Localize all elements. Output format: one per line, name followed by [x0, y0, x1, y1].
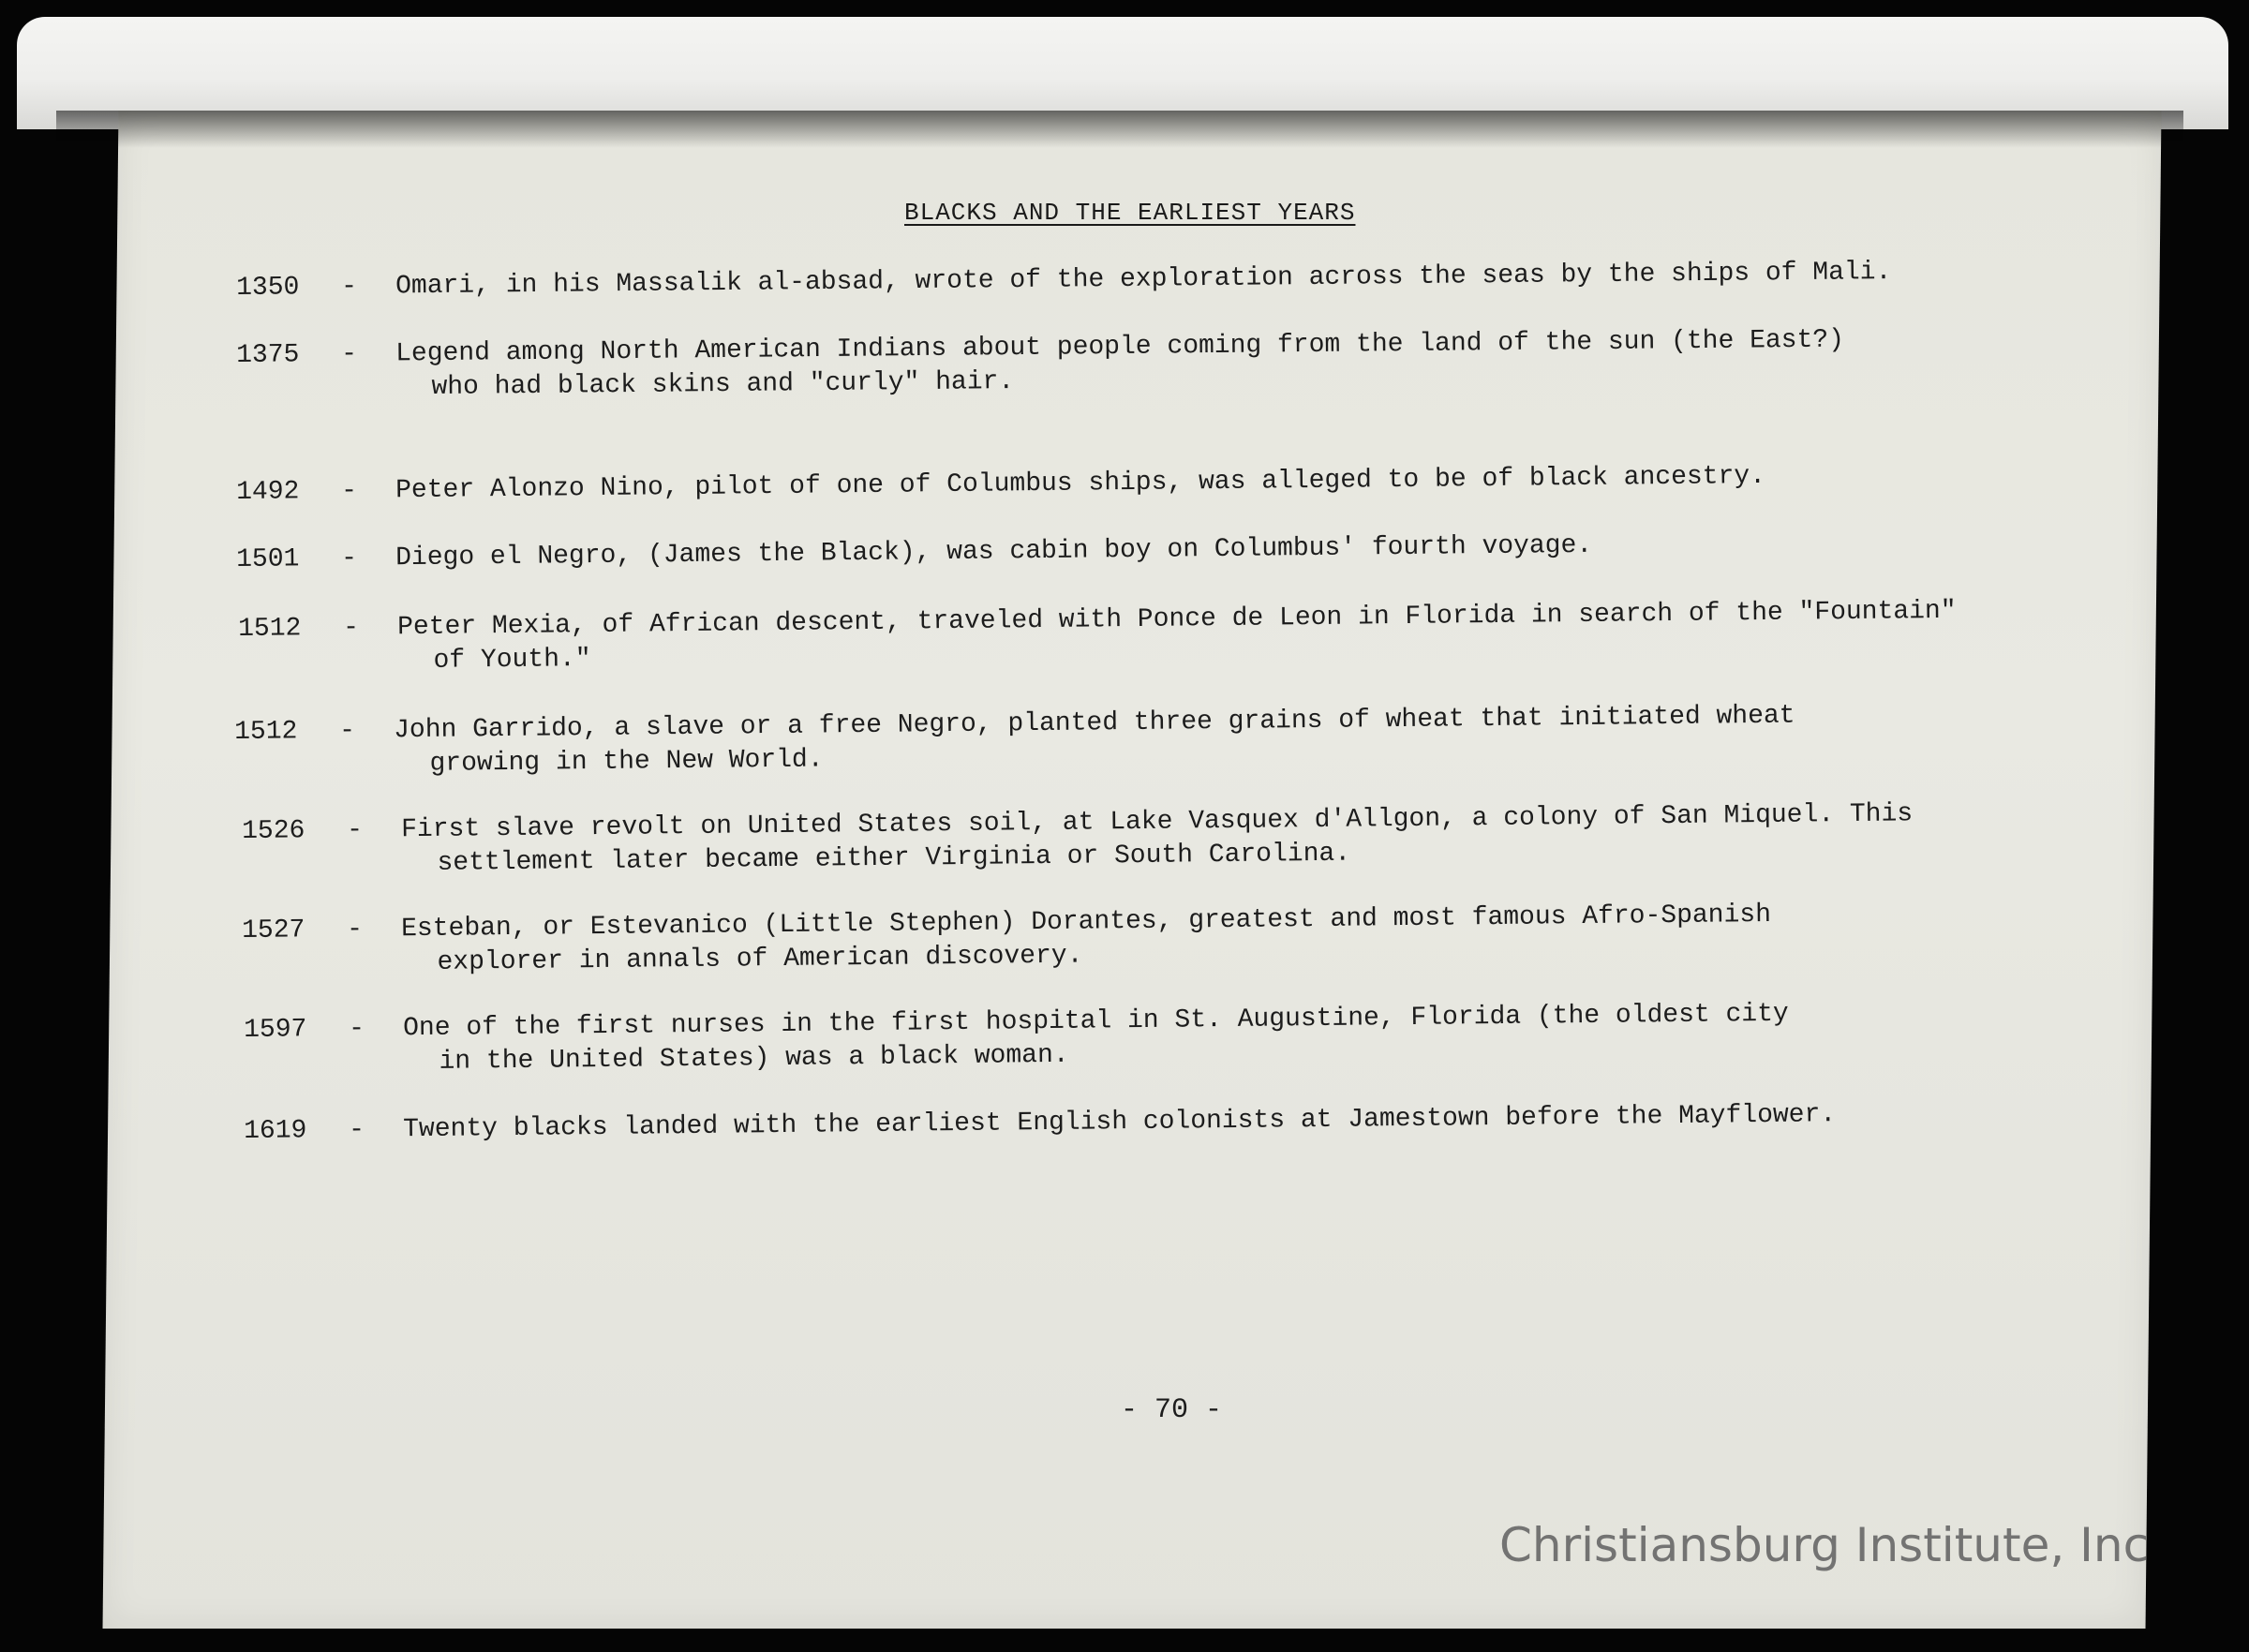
- entry-continuation: who had black skins and "curly" hair.: [431, 367, 1015, 403]
- entry-year: 1350: [236, 273, 300, 303]
- entry-year: 1527: [242, 915, 305, 945]
- entry-year: 1375: [236, 340, 300, 370]
- entry-dash: -: [349, 1115, 365, 1145]
- entry-dash: -: [341, 543, 358, 573]
- entry-text: Peter Mexia, of African descent, traveled with Ponce de Leon in Florida in search of the "Fountain": [397, 596, 1957, 643]
- entry-dash: -: [341, 339, 358, 369]
- entry-text: First slave revolt on United States soil, at Lake Vasquex d'Allgon, a colony of San Miquel. This: [401, 799, 1914, 845]
- entry-text: Esteban, or Estevanico (Little Stephen) Dorantes, greatest and most famous Afro-Spanish: [401, 900, 1772, 945]
- entry-continuation: in the United States) was a black woman.: [439, 1040, 1069, 1077]
- entry-dash: -: [343, 613, 360, 643]
- entry-dash: -: [341, 272, 358, 302]
- entry-year: 1619: [244, 1116, 307, 1146]
- document-title: BLACKS AND THE EARLIEST YEARS: [904, 199, 1356, 227]
- watermark: Christiansburg Institute, Inc: [1499, 1518, 2150, 1572]
- entry-dash: -: [349, 1014, 365, 1044]
- entry-text: John Garrido, a slave or a free Negro, planted three grains of wheat that initiated wheat: [394, 701, 1795, 746]
- entry-year: 1512: [238, 614, 302, 644]
- entry-dash: -: [347, 815, 364, 845]
- entry-year: 1526: [242, 816, 305, 846]
- entry-text: One of the first nurses in the first hospital in St. Augustine, Florida (the oldest city: [403, 999, 1789, 1044]
- entry-dash: -: [347, 915, 364, 945]
- entry-year: 1492: [236, 477, 300, 507]
- entry-dash: -: [339, 716, 356, 746]
- entry-year: 1597: [244, 1015, 307, 1045]
- page-number: - 70 -: [1121, 1394, 1223, 1426]
- entry-year: 1501: [236, 544, 300, 574]
- entry-text: Peter Alonzo Nino, pilot of one of Columbus ships, was alleged to be of black ancestry.: [395, 461, 1766, 506]
- entry-text: Twenty blacks landed with the earliest English colonists at Jamestown before the Mayflower.: [403, 1100, 1837, 1145]
- entry-dash: -: [341, 476, 358, 506]
- entry-text: Legend among North American Indians about people coming from the land of the sun (the East?): [395, 325, 1845, 369]
- entry-continuation: of Youth.": [433, 645, 591, 676]
- entry-continuation: growing in the New World.: [429, 745, 824, 779]
- entry-text: Omari, in his Massalik al-absad, wrote of the exploration across the seas by the ships of Mali.: [395, 258, 1892, 302]
- entry-continuation: explorer in annals of American discovery.: [437, 941, 1083, 977]
- entry-year: 1512: [234, 717, 298, 747]
- entry-text: Diego el Negro, (James the Black), was cabin boy on Columbus' fourth voyage.: [395, 530, 1593, 573]
- entry-continuation: settlement later became either Virginia or South Carolina.: [437, 839, 1351, 878]
